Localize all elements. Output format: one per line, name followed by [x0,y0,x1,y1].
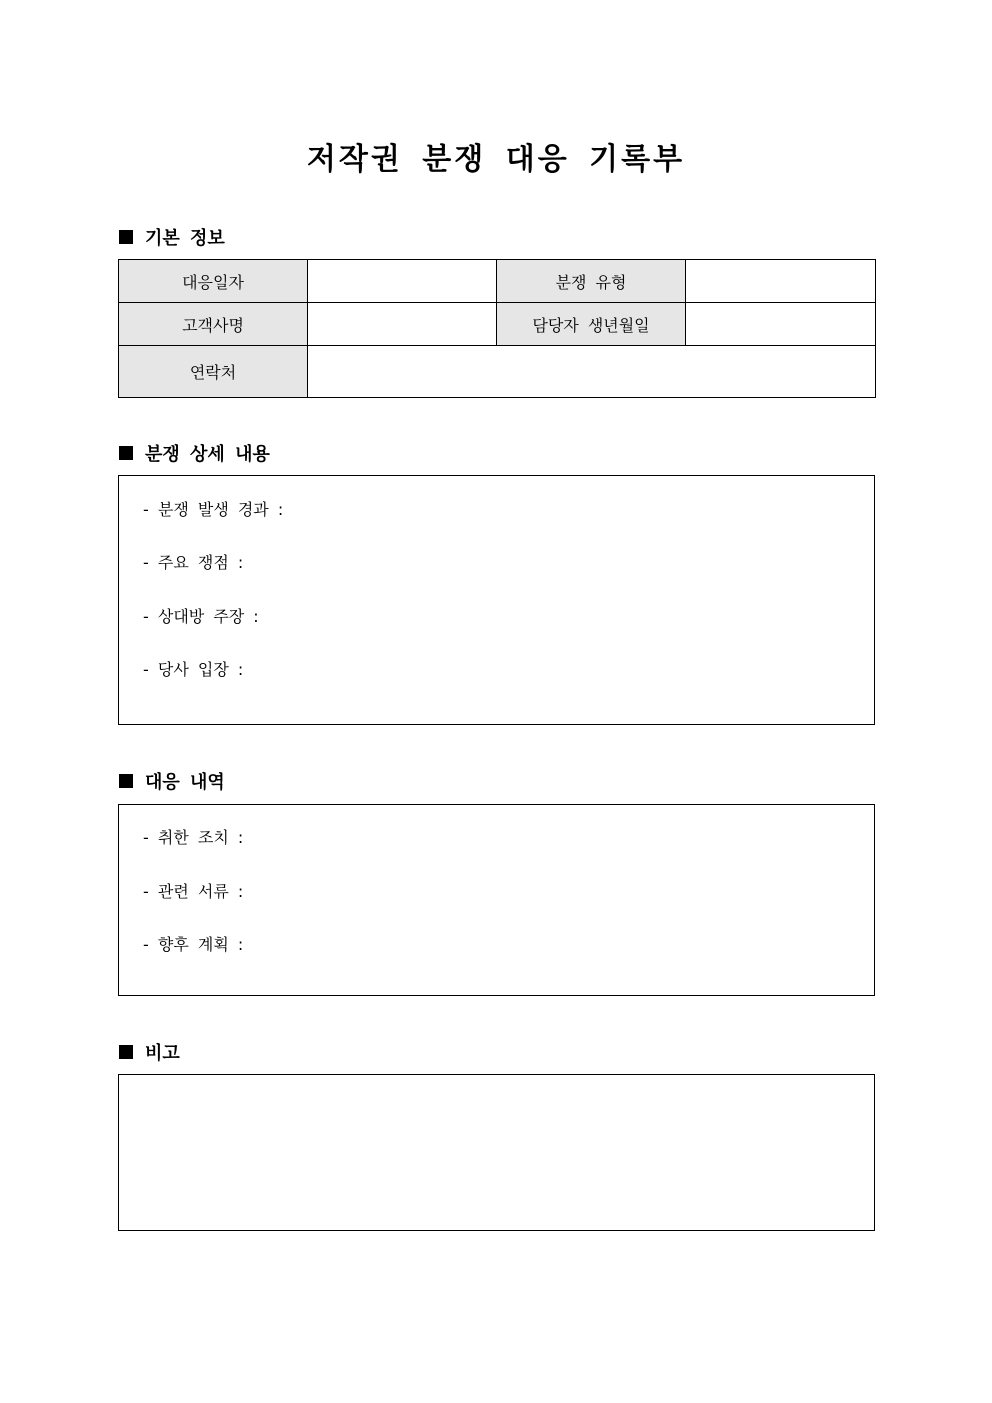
response-line: - 취한 조치 : [143,828,244,847]
value-contact[interactable] [308,346,876,398]
section-heading-basic [119,224,225,250]
square-bullet-icon [119,774,133,788]
value-customer-name[interactable] [308,303,497,346]
response-line: - 관련 서류 : [143,882,244,901]
details-line: - 분쟁 발생 경과 : [143,500,284,519]
details-line: - 상대방 주장 : [143,607,259,626]
remarks-box[interactable] [118,1074,875,1231]
square-bullet-icon [119,1045,133,1059]
value-dispute-type[interactable] [686,260,876,303]
basic-info-table [118,259,876,398]
page-title: 저작권 분쟁 대응 기록부 [306,142,686,177]
square-bullet-icon [119,446,133,460]
section-heading-details [119,440,270,466]
section-heading-remarks [119,1039,180,1065]
label-manager-birth: 담당자 생년월일 [497,303,686,346]
response-box[interactable] [118,804,875,996]
label-dispute-type: 분쟁 유형 [497,260,686,303]
value-response-date[interactable] [308,260,497,303]
section-heading-text: 기본 정보 [145,228,225,249]
details-line: - 주요 쟁점 : [143,553,244,572]
section-heading-response [119,768,225,794]
label-contact: 연락처 [119,346,308,398]
section-heading-text: 대응 내역 [145,772,225,793]
details-line: - 당사 입장 : [143,660,244,679]
value-manager-birth[interactable] [686,303,876,346]
label-response-date: 대응일자 [119,260,308,303]
details-box[interactable] [118,475,875,725]
label-customer-name: 고객사명 [119,303,308,346]
square-bullet-icon [119,230,133,244]
response-line: - 향후 계획 : [143,935,244,954]
section-heading-text: 분쟁 상세 내용 [145,444,270,465]
section-heading-text: 비고 [145,1043,180,1064]
